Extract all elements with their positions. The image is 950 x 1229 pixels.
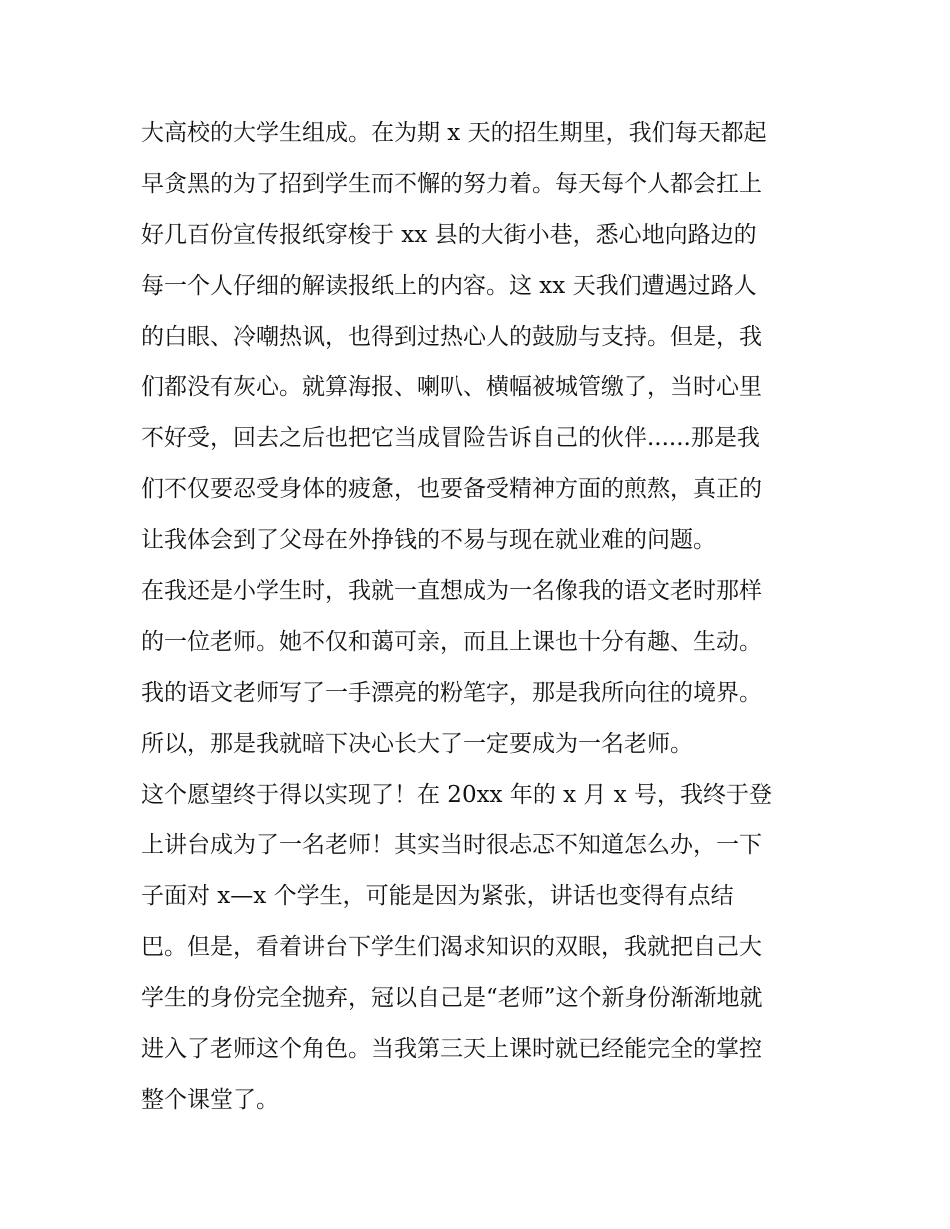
text-line: 所以，那是我就暗下决心长大了一定要成为一名老师。 bbox=[141, 730, 693, 757]
text-line: 早贪黑的为了招到学生而不懈的努力着。每天每个人都会扛上 bbox=[141, 170, 762, 197]
text-line: 们都没有灰心。就算海报、喇叭、横幅被城管缴了，当时心里 bbox=[141, 374, 762, 401]
text-line: 学生的身份完全抛弃，冠以自己是“老师”这个新身份渐渐地就 bbox=[141, 985, 763, 1012]
text-line: 上讲台成为了一名老师！其实当时很忐忑不知道怎么办，一下 bbox=[141, 832, 762, 859]
text-line: 在我还是小学生时，我就一直想成为一名像我的语文老时那样 bbox=[141, 578, 762, 605]
text-line: 巴。但是，看着讲台下学生们渴求知识的双眼，我就把自己大 bbox=[141, 934, 762, 961]
body-text bbox=[141, 108, 813, 1126]
text-line: 子面对 x—x 个学生，可能是因为紧张，讲话也变得有点结 bbox=[141, 883, 734, 910]
text-line: 大高校的大学生组成。在为期 x 天的招生期里，我们每天都起 bbox=[141, 120, 767, 146]
text-line: 好几百份宣传报纸穿梭于 xx 县的大街小巷，悉心地向路边的 bbox=[141, 221, 757, 248]
text-line: 的白眼、冷嘲热讽，也得到过热心人的鼓励与支持。但是，我 bbox=[141, 323, 762, 350]
text-line: 每一个人仔细的解读报纸上的内容。这 xx 天我们遭遇过路人 bbox=[141, 272, 757, 299]
text-line: 我的语文老师写了一手漂亮的粉笔字，那是我所向往的境界。 bbox=[141, 679, 762, 706]
text-line: 整个课堂了。 bbox=[141, 1086, 279, 1113]
text-line: 不好受，回去之后也把它当成冒险告诉自己的伙伴......那是我 bbox=[141, 425, 760, 452]
text-line: 的一位老师。她不仅和蔼可亲，而且上课也十分有趣、生动。 bbox=[141, 628, 762, 655]
text-line: 进入了老师这个角色。当我第三天上课时就已经能完全的掌控 bbox=[141, 1036, 762, 1063]
text-line: 让我体会到了父母在外挣钱的不易与现在就业难的问题。 bbox=[141, 527, 716, 554]
text-line: 这个愿望终于得以实现了！在 20xx 年的 x 月 x 号，我终于登 bbox=[141, 781, 773, 808]
text-line: 们不仅要忍受身体的疲惫，也要备受精神方面的煎熬，真正的 bbox=[141, 476, 762, 503]
